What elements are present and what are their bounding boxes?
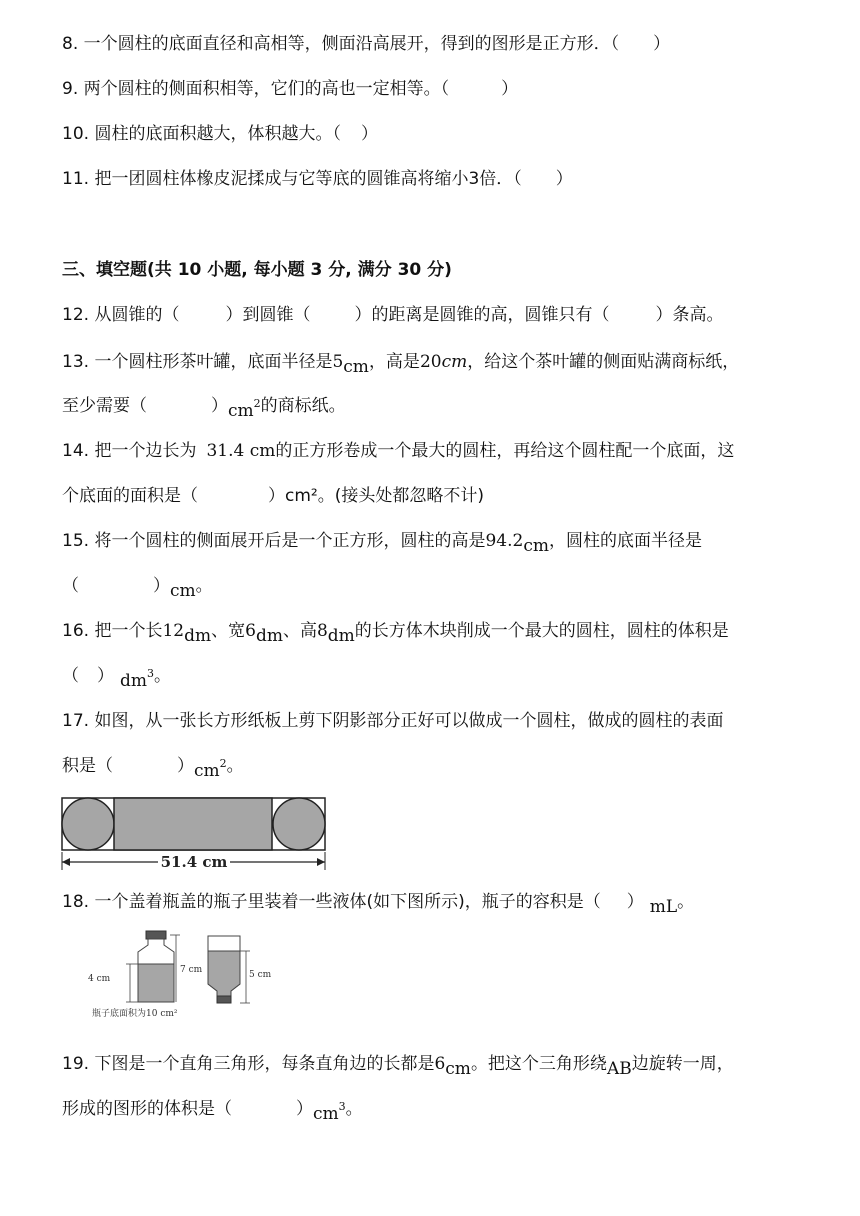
arrow-right (317, 858, 325, 866)
question-17-line-2: 积是（ ）$cm^2$。 (62, 756, 244, 781)
figure-caption: 瓶子底面积为10 cm² (92, 1009, 178, 1019)
question-12: 12. 从圆锥的（ ）到圆锥（ ）的距离是圆锥的高，圆锥只有（ ）条高。 (62, 305, 724, 325)
question-10: 10. 圆柱的底面积越大，体积越大。（ ） (62, 124, 378, 144)
arrow-left (62, 858, 70, 866)
question-16-line-2: （ ） $dm^3$。 (62, 666, 172, 691)
question-13-line-2: 至少需要（ ）$cm^2$的商标纸。 (62, 396, 346, 421)
question-14: 14. 把一个边长为 31.4 cm的正方形卷成一个最大的圆柱，再给这个圆柱配一个底面，这 (62, 441, 735, 461)
left-base-circle (62, 798, 114, 850)
question-11: 11. 把一团圆柱体橡皮泥揉成与它等底的圆锥高将缩小3倍．（ ） (62, 169, 573, 189)
height-label-5: 5 cm (249, 970, 272, 980)
height-label-4: 4 cm (88, 974, 111, 984)
bottle-upright (138, 931, 174, 1002)
question-19: 19. 下图是一个直角三角形，每条直角边的长都是6cm。把这个三角形绕AB边旋转一周， (62, 1054, 734, 1079)
dimension-label: 51.4 cm (160, 853, 228, 871)
question-15-line-2: （ ）cm。 (62, 576, 213, 601)
bottle-inverted (208, 936, 240, 1003)
question-8: 8. 一个圆柱的底面直径和高相等，侧面沿高展开，得到的图形是正方形．（ ） (62, 34, 671, 54)
question-14-line-2: 个底面的面积是（ ）cm²。(接头处都忽略不计) (62, 486, 484, 506)
question-13: 13. 一个圆柱形茶叶罐，底面半径是5cm，高是20cm，给这个茶叶罐的侧面贴满商标纸， (62, 352, 740, 377)
question-17: 17. 如图，从一张长方形纸板上剪下阴影部分正好可以做成一个圆柱，做成的圆柱的表面 (62, 711, 724, 731)
question-15: 15. 将一个圆柱的侧面展开后是一个正方形，圆柱的高是94.2cm，圆柱的底面半径是 (62, 531, 702, 556)
cylinder-net-figure (60, 796, 330, 872)
right-base-circle (273, 798, 325, 850)
question-18: 18. 一个盖着瓶盖的瓶子里装着一些液体(如下图所示)，瓶子的容积是（ ） mL。 (62, 892, 695, 917)
height-label-7: 7 cm (180, 965, 203, 975)
bottle-figure (86, 928, 286, 1020)
question-19-line-2: 形成的图形的体积是（ ）$cm^3$。 (62, 1099, 363, 1124)
question-16: 16. 把一个长12dm、宽6dm、高8dm的长方体木块削成一个最大的圆柱，圆柱的体积是 (62, 621, 729, 646)
question-9: 9. 两个圆柱的侧面积相等，它们的高也一定相等。（ ） (62, 79, 519, 99)
lateral-rectangle (114, 798, 272, 850)
section-title: 三、填空题(共 10 小题, 每小题 3 分, 满分 30 分) (62, 260, 452, 280)
